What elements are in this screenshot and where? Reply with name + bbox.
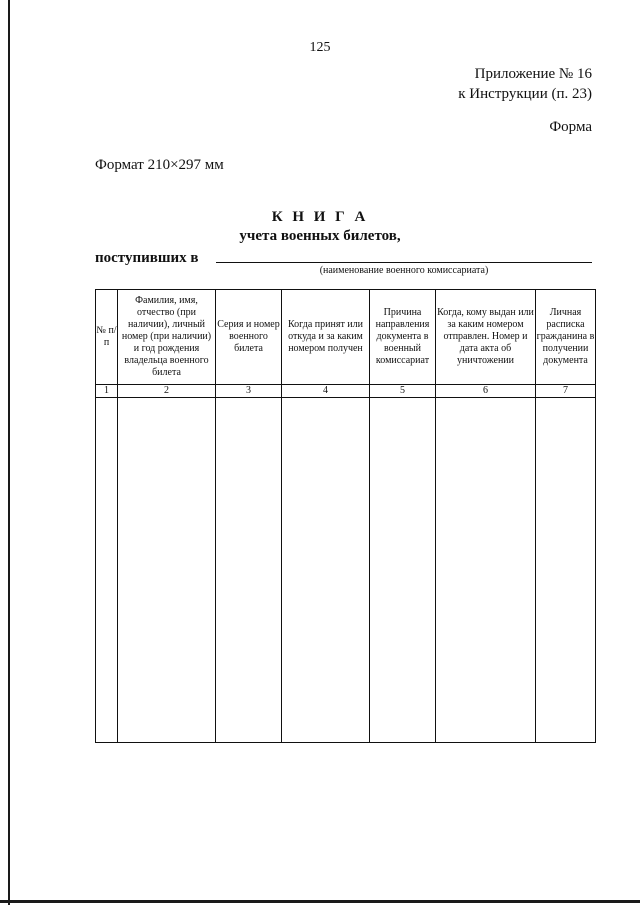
- empty-cell: [436, 398, 536, 743]
- empty-cell: [216, 398, 282, 743]
- document-subtitle: учета военных билетов,: [239, 228, 401, 244]
- column-number: 5: [370, 385, 436, 398]
- form-label: Форма: [549, 119, 592, 135]
- page-left-edge: [8, 0, 10, 905]
- column-number: 7: [536, 385, 596, 398]
- column-header: Когда принят или откуда и за каким номером получен: [282, 290, 370, 385]
- column-header: Когда, кому выдан или за каким номером отправлен. Номер и дата акта об уничтожении: [436, 290, 536, 385]
- page-bottom-edge: [0, 900, 640, 903]
- column-header: № п/п: [96, 290, 118, 385]
- received-label: поступивших в: [95, 250, 199, 266]
- appendix-label: Приложение № 16: [474, 66, 592, 82]
- instruction-reference: к Инструкции (п. 23): [458, 86, 592, 102]
- table-header-row: [96, 290, 596, 385]
- column-number: 4: [282, 385, 370, 398]
- column-header: Личная расписка гражданина в получении документа: [536, 290, 596, 385]
- column-number: 1: [96, 385, 118, 398]
- empty-cell: [370, 398, 436, 743]
- column-number: 2: [118, 385, 216, 398]
- column-header: Фамилия, имя, отчество (при наличии), личный номер (при наличии) и год рождения владельца военного билета: [118, 290, 216, 385]
- commissariat-fill-line: [216, 262, 592, 263]
- column-number-row: [96, 385, 596, 398]
- column-header: Серия и номер военного билета: [216, 290, 282, 385]
- commissariat-caption: (наименование военного комиссариата): [319, 265, 489, 276]
- format-note: Формат 210×297 мм: [95, 157, 224, 173]
- military-id-book-table: [95, 289, 596, 743]
- empty-cell: [118, 398, 216, 743]
- empty-cell: [282, 398, 370, 743]
- page-number: 125: [309, 40, 331, 55]
- table-row: [96, 398, 596, 743]
- document-title: К Н И Г А: [271, 209, 369, 225]
- column-header: Причина направления документа в военный комиссариат: [370, 290, 436, 385]
- empty-cell: [96, 398, 118, 743]
- column-number: 3: [216, 385, 282, 398]
- empty-cell: [536, 398, 596, 743]
- column-number: 6: [436, 385, 536, 398]
